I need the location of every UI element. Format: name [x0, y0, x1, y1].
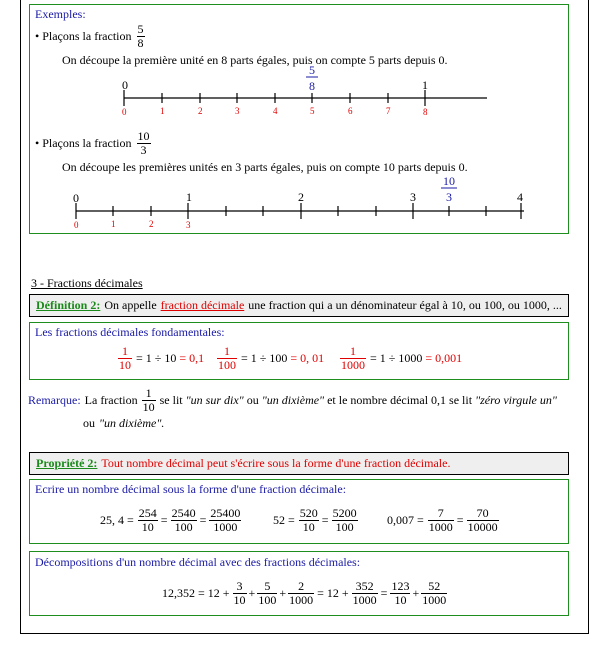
- decomp-f3: [288, 580, 314, 606]
- decomp-f2-num: 5: [257, 580, 277, 594]
- decomp-plus-1: +: [248, 585, 256, 600]
- remark-num: 1: [142, 387, 156, 401]
- fund1-den: 10: [119, 357, 131, 372]
- write1-f3-den: 1000: [213, 519, 238, 534]
- example1-frac-den: 8: [137, 35, 144, 50]
- write-example-3: 0,007 = $\frac{7}{1000}$ = $\frac{70}{10000}$: [387, 505, 498, 534]
- fund2-frac: [217, 345, 237, 371]
- line2-red-0: 0: [74, 220, 79, 230]
- write1-f3: [209, 507, 241, 533]
- write-example-2: 52 = $\frac{520}{10}$ = $\frac{5200}{100}$: [273, 505, 357, 534]
- decomp-plus-2: +: [279, 585, 287, 600]
- line2-mark-num: 10: [443, 174, 455, 188]
- decomp-f5-num: 123: [391, 578, 410, 593]
- decomp-f1-num: 3: [233, 580, 247, 594]
- decomp-f6-num: 52: [421, 580, 447, 594]
- section-title: 3 - Fractions décimales: [31, 276, 143, 290]
- decomp-f4-num: 352: [352, 580, 378, 594]
- write2-f2: [332, 507, 358, 533]
- decomp-title: Décompositions d'un nombre décimal avec des fractions décimales:: [35, 555, 361, 569]
- write3-f1: [428, 507, 454, 533]
- write1-f2: [171, 507, 197, 533]
- decomp-f3-den: 1000: [289, 592, 314, 607]
- write1-f1-num: 254: [138, 505, 157, 520]
- fund1-frac: [118, 345, 132, 371]
- decomp-f1: [233, 580, 247, 606]
- remark-q2: "un dixième": [261, 392, 325, 407]
- property-line: [36, 453, 450, 473]
- remark-den: 10: [142, 399, 155, 414]
- example2-frac-num: 10: [137, 128, 150, 143]
- remark-line2: [83, 415, 164, 431]
- example2-frac-den: 3: [140, 142, 147, 157]
- remark-q3: "zéro virgule un": [475, 392, 557, 407]
- fund2-num: 1: [217, 345, 237, 359]
- fundamental-item-3: [339, 342, 462, 374]
- definition-label: Définition 2:: [36, 297, 101, 312]
- remark-q1: "un sur dix": [185, 392, 244, 407]
- line1-label-0: 0: [122, 78, 128, 92]
- fund3-num: 1: [340, 345, 366, 359]
- decomp-equation: [162, 576, 448, 610]
- decomp-f3-num: 2: [288, 580, 314, 594]
- write2-lhs: 52 =: [273, 512, 295, 527]
- write2-f1: [299, 507, 319, 533]
- fund2-res: = 0, 01: [290, 350, 325, 365]
- remark-line1: [28, 384, 557, 416]
- remark-t2: se lit: [159, 392, 183, 407]
- decomp-eq: =: [380, 585, 388, 600]
- write2-f1-num: 520: [299, 505, 318, 520]
- remark-t5: ou: [83, 415, 95, 430]
- line2-label-2: 2: [298, 190, 304, 204]
- example2-intro: [35, 129, 152, 157]
- line1-red-1: 1: [160, 106, 165, 116]
- remark-t4: et le nombre décimal 0,1 se lit: [327, 392, 473, 407]
- remark-fraction: [142, 387, 156, 413]
- write3-f2-num: 70: [467, 507, 499, 521]
- line1-mark-den: 8: [309, 79, 315, 93]
- example1-fraction: [137, 23, 145, 49]
- line2-red-2: 2: [149, 219, 154, 229]
- decomp-f6: [421, 580, 447, 606]
- write1-f3-num: 25400: [210, 505, 241, 520]
- example1-intro: [35, 22, 146, 50]
- write2-f2-den: 100: [335, 519, 354, 534]
- decomp-f6-den: 1000: [422, 592, 447, 607]
- property-text: Tout nombre décimal peut s'écrire sous la forme d'une fraction décimale.: [101, 455, 451, 470]
- number-line-eighths: [0, 62, 597, 122]
- definition-line: [36, 295, 562, 315]
- line1-red-7: 7: [386, 106, 391, 116]
- decomp-f5: [390, 580, 410, 606]
- line1-red-2: 2: [198, 106, 203, 116]
- decomp-mid: = 12 +: [317, 585, 349, 600]
- line2-label-3: 3: [410, 190, 416, 204]
- fund3-den: 1000: [341, 357, 365, 372]
- fund1-res: = 0,1: [179, 350, 205, 365]
- decomp-lhs: 12,352 = 12 +: [162, 585, 230, 600]
- example1-frac-num: 5: [137, 21, 144, 36]
- example2-text: On découpe les premières unités en 3 parts égales, puis on compte 10 parts depuis 0.: [62, 160, 468, 174]
- fund3-eq: = 1 ÷ 1000: [370, 350, 423, 365]
- write-title: Ecrire un nombre décimal sous la forme d'une fraction décimale:: [35, 482, 347, 496]
- write1-f1-den: 10: [141, 519, 154, 534]
- write3-f1-den: 1000: [428, 519, 453, 534]
- line1-red-4: 4: [273, 106, 278, 116]
- remark-t3: ou: [246, 392, 259, 407]
- line1-red-8: 8: [423, 107, 428, 117]
- fund2-eq: = 1 ÷ 100: [241, 350, 288, 365]
- line2-label-1: 1: [186, 190, 192, 204]
- decomp-f2: [257, 580, 277, 606]
- definition-term: fraction décimale: [160, 297, 245, 312]
- remark-label: Remarque:: [28, 392, 81, 407]
- fund3-res: = 0,001: [425, 350, 463, 365]
- line2-red-1: 1: [111, 219, 116, 229]
- write1-f1: [138, 507, 158, 533]
- write2-f2-num: 5200: [332, 505, 357, 520]
- fundamental-title: Les fractions décimales fondamentales:: [35, 325, 225, 339]
- decomp-plus-3: +: [412, 585, 420, 600]
- line2-mark-den: 3: [446, 190, 452, 204]
- line2-red-3: 3: [186, 220, 191, 230]
- write1-f2-num: 2540: [171, 505, 196, 520]
- fundamental-item-2: [216, 342, 324, 374]
- remark-t1: La fraction: [84, 392, 138, 407]
- line1-red-3: 3: [235, 106, 240, 116]
- line1-label-1: 1: [422, 78, 428, 92]
- write2-f1-den: 10: [302, 519, 315, 534]
- write3-f2: [467, 507, 499, 533]
- example1-text: On découpe la première unité en 8 parts égales, puis on compte 5 parts depuis 0.: [62, 53, 448, 67]
- fundamental-item-1: [117, 342, 204, 374]
- write3-f2-den: 10000: [467, 519, 498, 534]
- fund1-eq: = 1 ÷ 10: [136, 350, 177, 365]
- write1-f2-den: 100: [174, 519, 193, 534]
- example1-intro-text: • Plaçons la fraction: [35, 28, 132, 43]
- line1-mark-num: 5: [309, 63, 315, 77]
- definition-after: une fraction qui a un dénominateur égal à 10, ou 100, ou 1000, ...: [248, 297, 562, 312]
- line2-label-0: 0: [73, 191, 79, 205]
- property-label: Propriété 2:: [36, 455, 98, 470]
- number-line-thirds: [0, 172, 597, 232]
- definition-before: On appelle: [104, 297, 157, 312]
- remark-q4: "un dixième".: [99, 415, 165, 430]
- line1-red-6: 6: [348, 106, 353, 116]
- decomp-f1-den: 10: [233, 592, 246, 607]
- example2-fraction: [137, 130, 151, 156]
- write1-lhs: 25, 4 =: [100, 512, 134, 527]
- decomp-f5-den: 10: [394, 592, 407, 607]
- examples-title: Exemples:: [35, 7, 86, 21]
- write3-lhs: 0,007 =: [387, 512, 424, 527]
- line1-red-0: 0: [122, 107, 127, 117]
- write3-f1-num: 7: [428, 507, 454, 521]
- fund1-num: 1: [118, 345, 132, 359]
- line2-label-4: 4: [517, 190, 523, 204]
- fund2-den: 100: [218, 357, 236, 372]
- write-example-1: 25, 4 = $\frac{254}{10}$ = $\frac{2540}{100}$ = $\frac{25400}{1000}$: [100, 505, 241, 534]
- decomp-f4: [352, 580, 378, 606]
- example2-intro-text: • Plaçons la fraction: [35, 135, 132, 150]
- fund3-frac: [340, 345, 366, 371]
- decomp-f4-den: 1000: [352, 592, 377, 607]
- decomp-f2-den: 100: [258, 592, 277, 607]
- line1-red-5: 5: [310, 106, 315, 116]
